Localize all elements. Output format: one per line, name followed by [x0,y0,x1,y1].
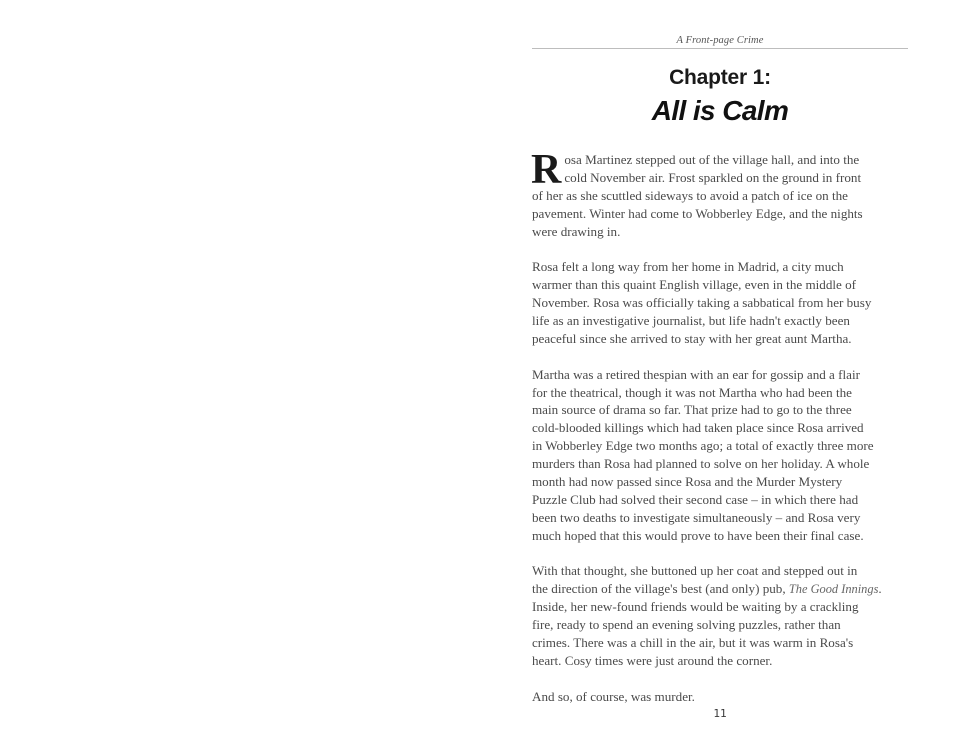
drop-cap: R [531,147,562,193]
running-head: A Front-page Crime [676,35,764,46]
text-line: Martha was a retired thespian with an ear for gossip and a flair [532,366,860,382]
right-page [480,0,960,751]
text-line: much hoped that this would prove to have been their final case. [532,527,864,543]
text-line: were drawing in. [532,223,621,239]
pub-name-italic: The Good Innings [788,582,879,597]
chapter-body [531,147,912,724]
text-line: With that thought, she buttoned up her coat and stepped out in [532,563,858,579]
paragraph-5 [532,688,912,706]
paragraph-2 [532,258,912,347]
text-line-lead: the direction of the village's best (and only) pub, [532,581,789,597]
text-line: Inside, her new-found friends would be waiting by a crackling [532,599,859,615]
paragraph-1 [531,147,912,240]
paragraph-3 [532,366,912,545]
text-line: for the theatrical, though it was not Martha who had been the [532,384,852,400]
page-number: 11 [713,707,727,720]
text-line: peaceful since she arrived to stay with her great aunt Martha. [532,330,852,346]
text-line: month had now passed since Rosa and the Murder Mystery [532,474,843,490]
text-line: of her as she scuttled sideways to avoid a patch of ice on the [532,187,848,203]
text-line-with-pub-name [532,580,912,598]
text-line: cold November air. Frost sparkled on the ground in front [564,169,862,185]
text-line: warmer than this quaint English village, even in the middle of [532,277,856,293]
text-line: heart. Cosy times were just around the corner. [532,652,773,668]
text-line: fire, ready to spend an evening solving puzzles, rather than [532,617,841,633]
text-line: in Wobberley Edge two months ago; a total of exactly three more [532,438,874,454]
text-line: cold-blooded killings which had taken place since Rosa arrived [532,420,864,436]
text-line: pavement. Winter had come to Wobberley Edge, and the nights [532,205,863,221]
text-line: been two deaths to investigate simultaneously – and Rosa very [532,509,861,525]
text-line: life as an investigative journalist, but life hadn't exactly been [532,313,850,329]
chapter-title: All is Calm [651,95,789,126]
text-line-punctuation: . [878,581,882,597]
text-line: And so, of course, was murder. [532,688,695,704]
paragraph-4 [532,562,912,669]
text-line: murders than Rosa had planned to solve on her holiday. A whole [532,456,870,472]
header-rule-divider [532,48,908,49]
text-line: Puzzle Club had solved their second case – in which there had [532,491,859,507]
text-line: main source of drama so far. That prize had to go to the three [532,402,852,418]
text-line: crimes. There was a chill in the air, but it was warm in Rosa's [532,635,854,651]
text-line: osa Martinez stepped out of the village hall, and into the [564,152,860,167]
text-line: November. Rosa was officially taking a sabbatical from her busy [532,295,872,311]
text-line: Rosa felt a long way from her home in Madrid, a city much [532,259,844,275]
chapter-number: Chapter 1: [669,66,771,89]
